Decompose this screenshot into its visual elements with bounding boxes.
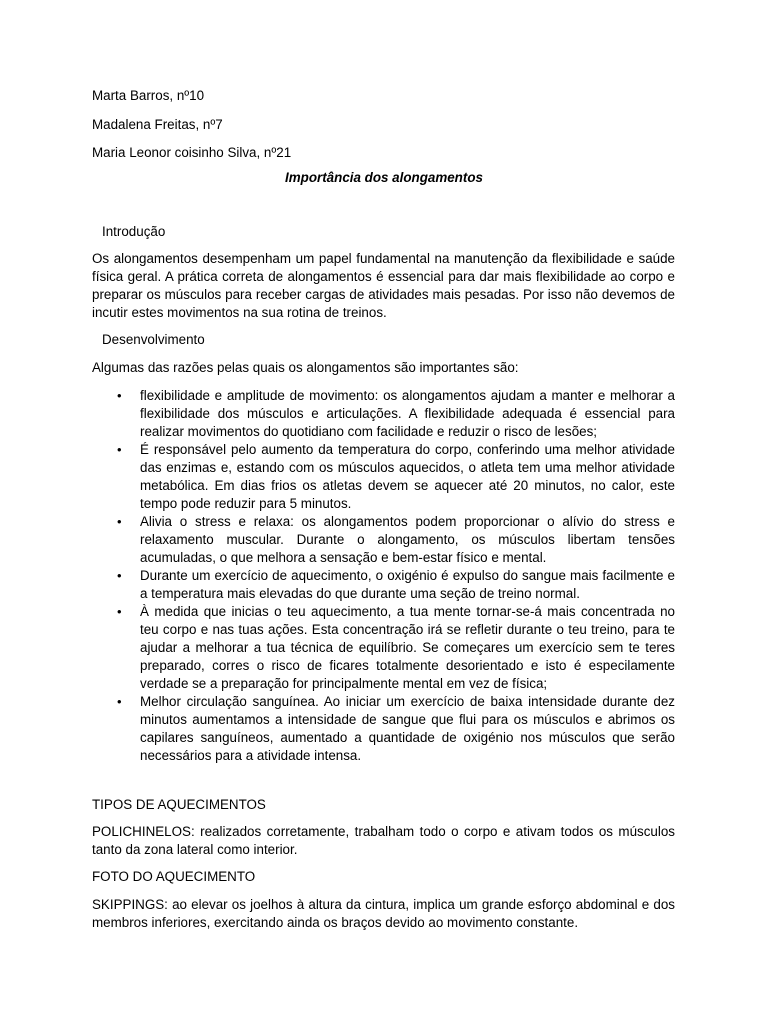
list-item <box>92 567 675 603</box>
bullet-icon: • <box>117 514 122 529</box>
list-item-text: Durante um exercício de aquecimento, o oxigénio é expulso do sangue mais facilmente e a temperatura mais elevadas do que durante uma seção de treino normal. <box>140 568 675 601</box>
skippings-paragraph: SKIPPINGS: ao elevar os joelhos à altura da cintura, implica um grande esforço abdominal e dos membros inferiores, exercitando ainda os braços devido ao movimento constante. <box>92 897 675 930</box>
list-item-text: É responsável pelo aumento da temperatura do corpo, conferindo uma melhor atividade das enzimas e, estando com os músculos aquecidos, o atleta tem uma melhor atividade metabólica. Em dias frios os atletas devem se aquecer até 20 minutos, no calor, este tempo pode reduzir para 5 minutos. <box>140 442 675 511</box>
intro-heading: Introdução <box>102 224 166 239</box>
bullet-icon: • <box>117 694 122 709</box>
reasons-list <box>92 387 675 765</box>
list-item <box>92 603 675 693</box>
author-line: Maria Leonor coisinho Silva, nº21 <box>92 145 292 160</box>
list-item <box>92 513 675 567</box>
development-lead: Algumas das razões pelas quais os alongamentos são importantes são: <box>92 360 519 375</box>
development-heading: Desenvolvimento <box>102 332 205 347</box>
document-title: Importância dos alongamentos <box>285 170 483 185</box>
bullet-icon: • <box>117 442 122 457</box>
author-line: Madalena Freitas, nº7 <box>92 117 223 132</box>
list-item-text: À medida que inicias o teu aquecimento, a tua mente tornar-se-á mais concentrada no teu corpo e nas tuas ações. Esta concentração irá se refletir durante o teu treino, para te ajudar a melhorar a tua técnica de equilíbrio. Se começares um exercício sem te teres preparado, corres o risco de ficares totalmente desorientado e isto é especilamente verdade se a preparação for principalmente mental em vez de física; <box>140 604 675 691</box>
list-item <box>92 387 675 441</box>
bullet-icon: • <box>117 604 122 619</box>
list-item <box>92 693 675 765</box>
author-line: Marta Barros, nº10 <box>92 88 205 103</box>
list-item-text: Alivia o stress e relaxa: os alongamentos podem proporcionar o alívio do stress e relaxamento muscular. Durante o alongamento, os músculos libertam tensões acumuladas, o que melhora a sensação e bem-estar físico e mental. <box>140 514 675 565</box>
polichinelos-paragraph: POLICHINELOS: realizados corretamente, trabalham todo o corpo e ativam todos os músculos tanto da zona lateral como interior. <box>92 824 675 857</box>
photo-caption: FOTO DO AQUECIMENTO <box>92 869 256 884</box>
bullet-icon: • <box>117 388 122 403</box>
list-item-text: Melhor circulação sanguínea. Ao iniciar um exercício de baixa intensidade durante dez minutos aumentamos a intensidade de sangue que flui para os músculos e abrimos os capilares sanguíneos, aumentado a quantidade de oxigénio nos músculos que serão necessários para a atividade intensa. <box>140 694 675 763</box>
list-item <box>92 441 675 513</box>
bullet-icon: • <box>117 568 122 583</box>
types-heading: TIPOS DE AQUECIMENTOS <box>92 797 266 812</box>
list-item-text: flexibilidade e amplitude de movimento: os alongamentos ajudam a manter e melhorar a flexibilidade dos músculos e articulações. A flexibilidade adequada é essencial para realizar movimentos do quotidiano com facilidade e reduzir o risco de lesões; <box>140 388 675 439</box>
intro-paragraph: Os alongamentos desempenham um papel fundamental na manutenção da flexibilidade e saúde física geral. A prática correta de alongamentos é essencial para dar mais flexibilidade ao corpo e preparar os músculos para receber cargas de atividades mais pesadas. Por isso não devemos de incutir estes movimentos na sua rotina de treinos. <box>92 251 675 320</box>
